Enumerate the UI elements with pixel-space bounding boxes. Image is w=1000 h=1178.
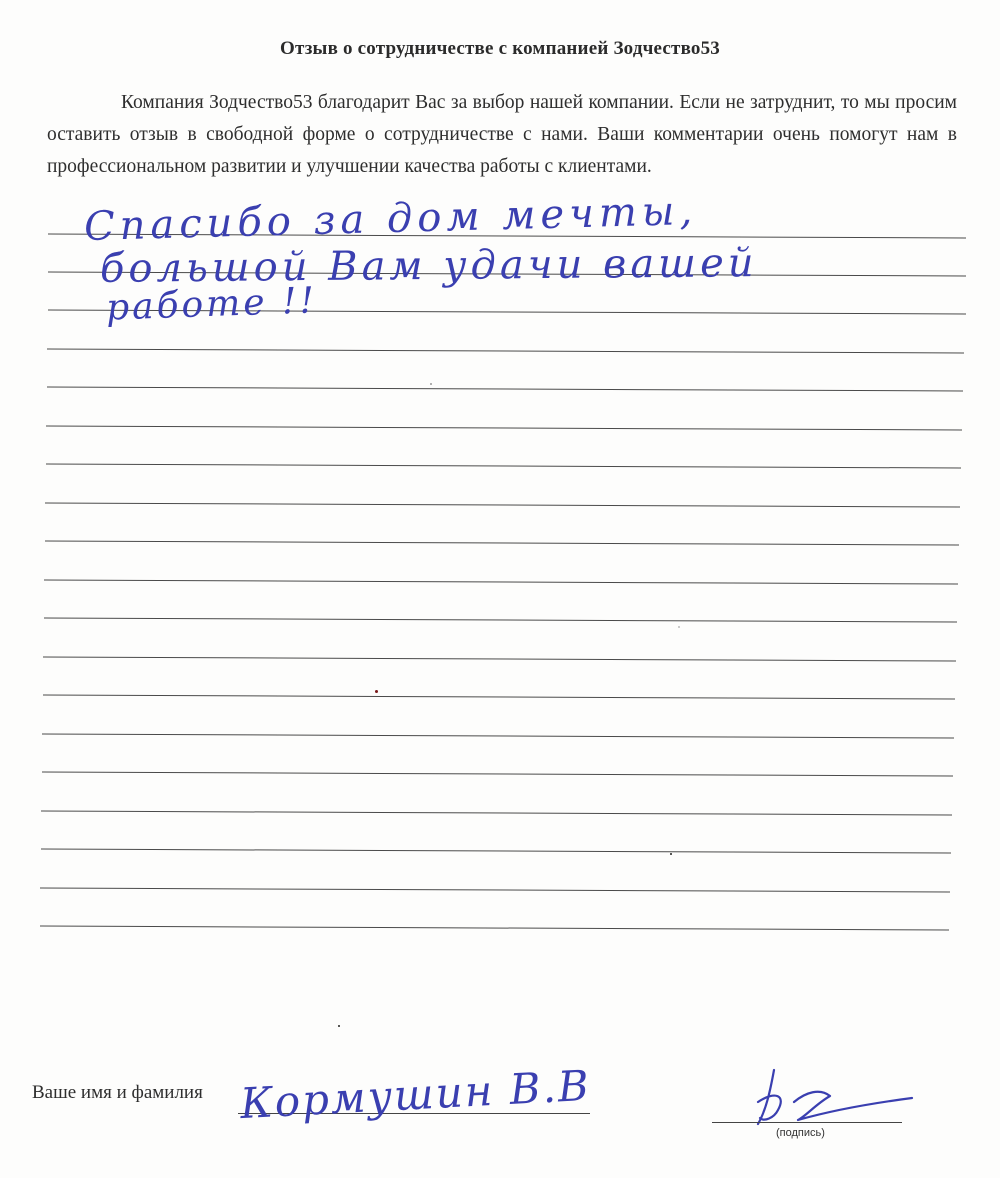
handwritten-line-2: большой Вам удачи вашей [99, 240, 758, 292]
ink-speck [338, 1025, 340, 1027]
name-value: Кормушин В.В [238, 1060, 592, 1129]
intro-paragraph: Компания Зодчество53 благодарит Вас за выбор нашей компании. Если не затруднит, то мы просим оставить отзыв в свободной форме о сотрудничестве с нами. Ваши комментарии очень помогут нам в профессиональном развитии и улучшении качества работы с клиентами. [47, 92, 957, 177]
ink-speck [430, 383, 432, 385]
signature-underline [712, 1122, 902, 1123]
form-title: Отзыв о сотрудничестве с компанией Зодчество53 [279, 38, 721, 59]
ink-speck [375, 690, 378, 693]
signature-caption: (подпись) [776, 1127, 825, 1139]
ink-speck [678, 626, 680, 628]
ink-speck [670, 853, 672, 855]
handwritten-line-3: работе !! [105, 280, 318, 329]
handwritten-line-1: Спасибо за дом мечты, [83, 187, 698, 251]
name-label: Ваше имя и фамилия [32, 1082, 203, 1103]
